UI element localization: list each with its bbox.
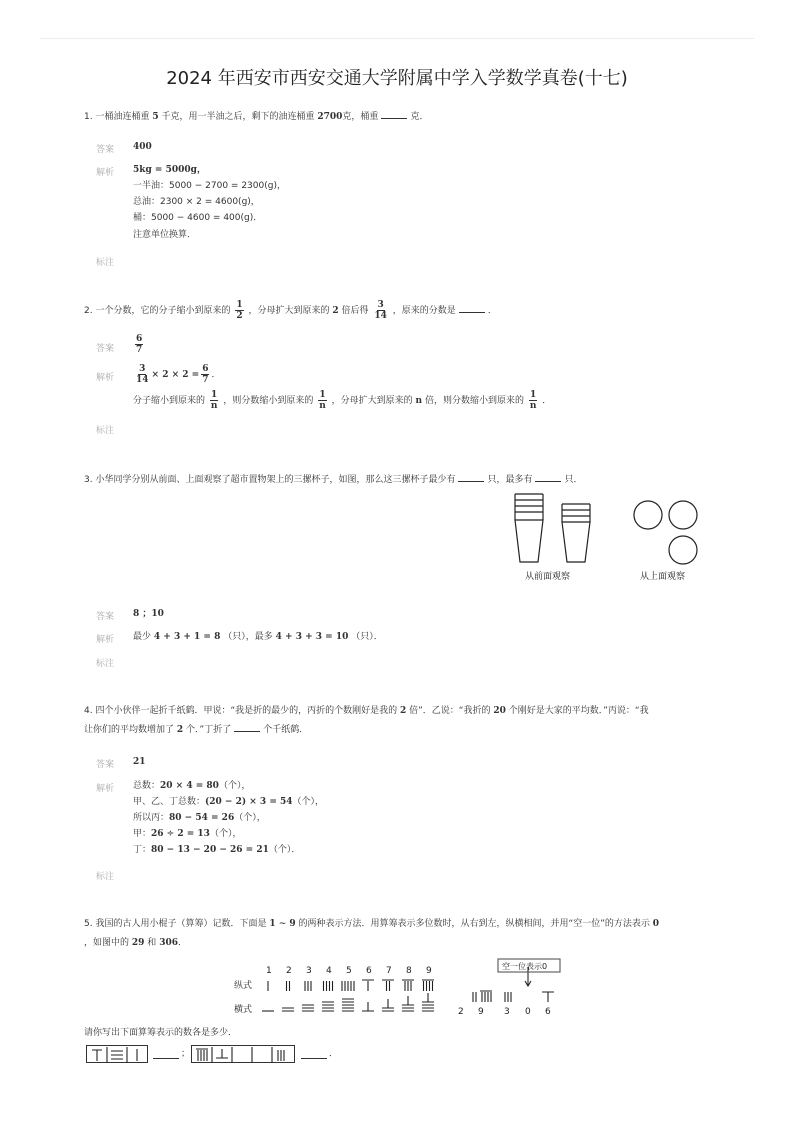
q5-counting-rods-figure (230, 955, 570, 1020)
heng-rod-5 (342, 999, 354, 1011)
digit-label-3: 3 (306, 966, 312, 976)
q4-analysis-line-3: 所以丙：80 − 54 = 26（个）， (133, 813, 266, 823)
q2-analysis-label: 解析 (96, 373, 115, 383)
q2-fraction-half: $\frac{1}{2}$ (236, 300, 243, 321)
heng-rod-2 (282, 1008, 294, 1011)
front-view-caption: 从前面观察 (525, 572, 571, 582)
zong-label: 纵式 (234, 981, 253, 991)
digit-label-9: 9 (426, 966, 432, 976)
heng-rod-9 (422, 993, 434, 1011)
top-view-circles (634, 501, 697, 564)
q1-text-d: 克． (410, 112, 429, 122)
q3-analysis-label: 解析 (96, 635, 115, 645)
question-4-stem-line-1: 4. 四个小伙伴一起折千纸鹤．甲说：“我是折的最少的，丙折的个数刚好是我的 2 倍”．乙说：“我折的 20 个刚好是大家的平均数．”丙说：“我 (84, 706, 649, 716)
q2-analysis-line-1: $\frac{3}{14}$ × 2 × 2 = $\frac{6}{7}$ ． (136, 364, 221, 385)
zong-rod-9 (422, 980, 434, 991)
q3-note-label: 标注 (96, 659, 115, 669)
example-29-rods (473, 991, 492, 1002)
q1-text-b: 千克，用一半油之后，剩下的油连桶重 (161, 112, 315, 122)
zong-rod-5 (342, 981, 354, 991)
q5-prompt: 请你写出下面算筹表示的数各是多少． (84, 1028, 238, 1038)
q1-text-a: 1. 一桶油连桶重 (84, 112, 150, 122)
top-view-caption: 从上面观察 (640, 572, 686, 582)
zong-rods (268, 980, 434, 991)
zong-rod-4 (324, 981, 333, 991)
q4-answer-label: 答案 (96, 760, 115, 770)
zong-rod-7 (382, 980, 394, 991)
q1-analysis-line-5: 注意单位换算． (133, 230, 197, 240)
front-view-stack-right (562, 504, 590, 562)
example-29-digit-2: 2 (458, 1007, 464, 1017)
zong-rod-2 (287, 981, 290, 991)
q3-answer-label: 答案 (96, 612, 115, 622)
question-1-stem (84, 109, 428, 124)
front-view-stack-left (515, 494, 543, 562)
example-306-digit-6: 6 (545, 1007, 551, 1017)
q2-fraction-3-14: $\frac{3}{14}$ (374, 300, 387, 321)
q2-note-label: 标注 (96, 426, 115, 436)
q1-blank (381, 109, 407, 119)
q1-note-label: 标注 (96, 258, 115, 268)
question-3-stem: 3. 小华同学分别从前面、上面观察了超市置物架上的三摞杯子，如图，那么这三摞杯子最少有 只，最多有 只． (84, 472, 582, 487)
rod-number-box-1 (86, 1045, 148, 1063)
q4-analysis-line-4: 甲：26 ÷ 2 = 13（个）， (133, 829, 242, 839)
q4-note-label: 标注 (96, 872, 115, 882)
q5-end-mark: ． (329, 1049, 339, 1059)
q5-blank-2 (301, 1049, 327, 1059)
q2-answer: $\frac{6}{7}$ (136, 334, 143, 355)
question-5-stem-line-2: ，如图中的 29 和 306． (84, 938, 187, 948)
heng-rod-3 (302, 1005, 314, 1011)
digit-label-8: 8 (406, 966, 412, 976)
heng-rods (262, 993, 434, 1011)
q3-cups-figure (500, 490, 720, 590)
page-title: 2024 年西安市西安交通大学附属中学入学数学真卷(十七) (166, 68, 628, 89)
digit-label-4: 4 (326, 966, 332, 976)
q4-answer: 21 (133, 757, 146, 767)
zong-rod-8 (402, 980, 414, 991)
q1-analysis-line-4: 桶：5000 − 4600 = 400(g)． (133, 213, 263, 223)
example-306-digit-3: 3 (504, 1007, 510, 1017)
q1-answer: 400 (133, 142, 152, 152)
q2-blank (459, 303, 485, 313)
question-4-stem-line-2: 让你们的平均数增加了 2 个．”丁折了 个千纸鹤． (84, 722, 308, 737)
example-306-digit-0: 0 (525, 1007, 531, 1017)
q2-answer-label: 答案 (96, 344, 115, 354)
heng-rod-8 (402, 996, 414, 1011)
q1-value-5: 5 (152, 112, 159, 122)
digit-label-7: 7 (386, 966, 392, 976)
q3-blank-min (458, 472, 484, 482)
q1-answer-label: 答案 (96, 145, 115, 155)
q1-analysis-label: 解析 (96, 168, 115, 178)
q5-separator: ； (181, 1049, 191, 1059)
example-29-digit-9: 9 (478, 1007, 484, 1017)
heng-rod-6 (362, 1002, 374, 1011)
digit-label-1: 1 (266, 966, 272, 976)
q2-analysis-line-2: 分子缩小到原来的 $\frac{1}{n}$ ，则分数缩小到原来的 $\frac{1}{n}$ ，分母扩大到原来的 n 倍，则分数缩小到原来的 $\frac{1}{n}$ ． (133, 390, 552, 411)
heng-rod-4 (322, 1002, 334, 1011)
q1-analysis-line-2: 一半油：5000 − 2700 = 2300(g)， (133, 181, 286, 191)
header-divider (40, 38, 754, 39)
q3-blank-max (535, 472, 561, 482)
rod-number-box-2 (191, 1045, 295, 1063)
digit-label-2: 2 (286, 966, 292, 976)
q4-analysis-line-2: 甲、乙、丁总数：(20 − 2) × 3 = 54（个）， (133, 797, 325, 807)
empty-place-note: 空一位表示0 (502, 962, 548, 971)
zong-rod-6 (362, 980, 374, 991)
q1-text-c: 克，桶重 (342, 112, 379, 122)
heng-label: 横式 (234, 1005, 253, 1015)
q4-blank (234, 722, 260, 732)
digit-label-6: 6 (366, 966, 372, 976)
q1-analysis-line-1: 5kg = 5000g， (133, 165, 206, 175)
heng-rod-7 (382, 999, 394, 1011)
q4-analysis-label: 解析 (96, 784, 115, 794)
zong-rod-3 (305, 981, 311, 991)
q3-analysis: 最少 4 + 3 + 1 = 8 （只），最多 4 + 3 + 3 = 10 （只）． (133, 632, 383, 642)
q4-analysis-line-1: 总数：20 × 4 = 80（个）， (133, 781, 251, 791)
question-5-stem-line-1: 5. 我国的古人用小棍子（算筹）记数．下面是 1 ∼ 9 的两种表示方法．用算筹表示多位数时，从右到左，纵横相间，并用“空一位”的方法表示 0 (84, 919, 660, 929)
q5-blank-1 (153, 1049, 179, 1059)
digit-label-5: 5 (346, 966, 352, 976)
q4-analysis-line-5: 丁：80 − 13 − 20 − 26 = 21（个）． (133, 845, 301, 855)
question-2-stem: 2. 一个分数，它的分子缩小到原来的 $\frac{1}{2}$ ，分母扩大到原来的 2 倍后得 $\frac{3}{14}$ ，原来的分数是 ． (84, 300, 497, 321)
q1-analysis-line-3: 总油：2300 × 2 = 4600(g)， (133, 197, 260, 207)
q1-value-2700: 2700 (317, 112, 343, 122)
q3-answer: 8 ；10 (133, 609, 164, 619)
